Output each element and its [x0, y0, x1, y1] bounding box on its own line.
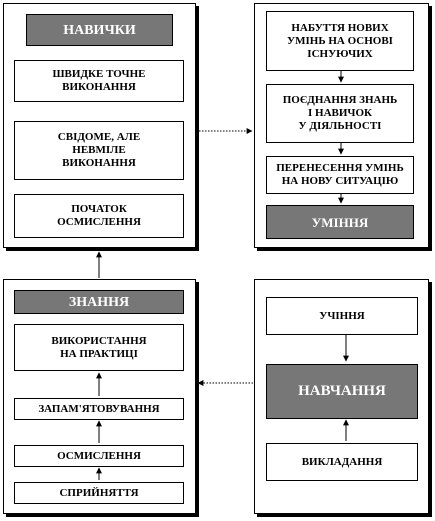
knowledge-step-perception: СПРИЙНЯТТЯ: [14, 482, 184, 504]
knowledge-title: ЗНАННЯ: [14, 290, 184, 314]
knowledge-step-memorizing: ЗАПАМ'ЯТОВУВАННЯ: [14, 398, 184, 420]
skills-title: НАВИЧКИ: [26, 14, 173, 46]
knowledge-step-comprehension: ОСМИСЛЕННЯ: [14, 445, 184, 467]
skills-step-beginning: ПОЧАТОК ОСМИСЛЕННЯ: [14, 194, 184, 238]
skills-step-fast-precise: ШВИДКЕ ТОЧНЕ ВИКОНАННЯ: [14, 60, 184, 102]
abilities-step-new: НАБУТТЯ НОВИХ УМІНЬ НА ОСНОВІ ІСНУЮЧИХ: [266, 11, 414, 71]
abilities-step-combine: ПОЄДНАННЯ ЗНАНЬ І НАВИЧОК У ДІЯЛЬНОСТІ: [266, 84, 414, 143]
abilities-title: УМІННЯ: [266, 205, 414, 239]
learning-teaching: ВИКЛАДАННЯ: [266, 443, 418, 481]
abilities-step-transfer: ПЕРЕНЕСЕННЯ УМІНЬ НА НОВУ СИТУАЦІЮ: [266, 156, 414, 194]
learning-student: УЧІННЯ: [266, 297, 418, 335]
knowledge-step-practice: ВИКОРИСТАННЯ НА ПРАКТИЦІ: [14, 324, 184, 371]
learning-center: НАВЧАННЯ: [266, 364, 418, 419]
skills-step-conscious-unskilled: СВІДОМЕ, АЛЕ НЕВМІЛЕ ВИКОНАННЯ: [14, 121, 184, 180]
